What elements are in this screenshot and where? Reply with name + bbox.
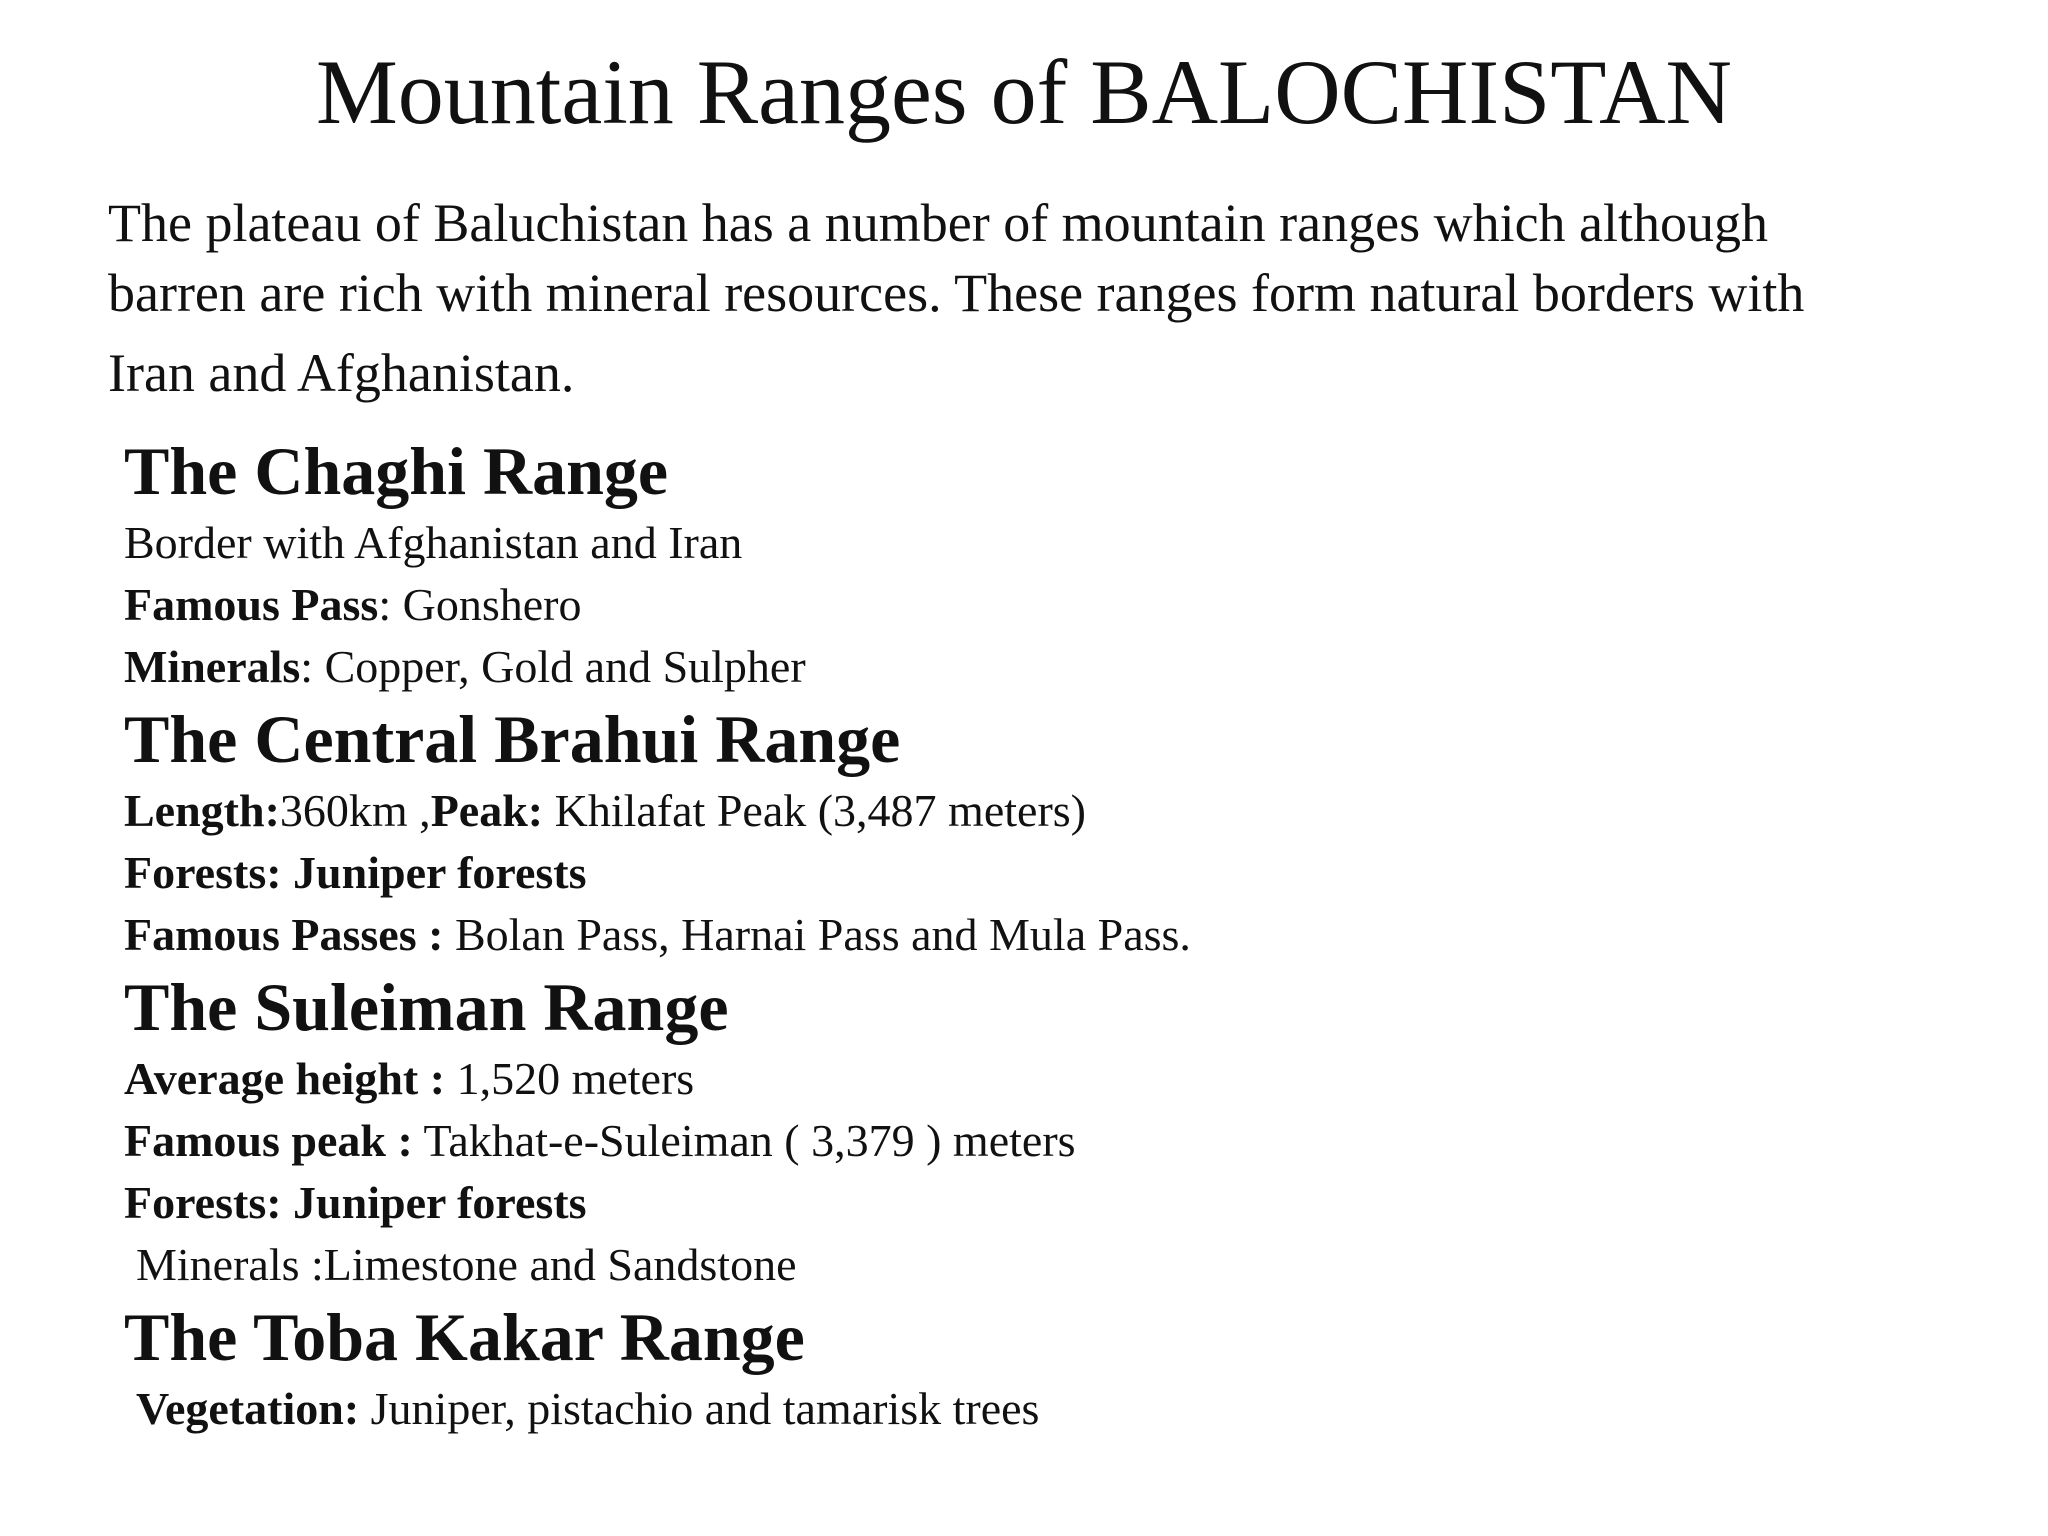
peak-value: Khilafat Peak (3,487 meters) xyxy=(543,785,1086,836)
peak-label: Peak: xyxy=(430,785,544,836)
range-chaghi xyxy=(124,430,2004,698)
pass-label: Famous Pass xyxy=(124,579,379,630)
height-value: 1,520 meters xyxy=(445,1053,695,1104)
peak-value: Takhat-e-Suleiman ( 3,379 ) meters xyxy=(412,1115,1076,1166)
range-pass xyxy=(124,574,2004,636)
intro-line: barren are rich with mineral resources. These ranges form natural borders with xyxy=(108,263,1805,323)
range-title: The Chaghi Range xyxy=(124,433,669,509)
range-passes xyxy=(124,904,2004,966)
range-title: The Suleiman Range xyxy=(124,969,729,1045)
range-title: The Central Brahui Range xyxy=(124,701,901,777)
intro-paragraph xyxy=(108,188,1988,408)
passes-value: Bolan Pass, Harnai Pass and Mula Pass. xyxy=(443,909,1191,960)
minerals-label: Minerals xyxy=(124,641,301,692)
range-minerals xyxy=(124,636,2004,698)
range-forests: Forests: Juniper forests xyxy=(124,847,587,898)
range-central-brahui xyxy=(124,698,2004,966)
length-label: Length: xyxy=(124,785,280,836)
range-length-peak xyxy=(124,780,2004,842)
intro-line: Iran and Afghanistan. xyxy=(108,343,575,403)
slide-title: Mountain Ranges of BALOCHISTAN xyxy=(316,41,1732,143)
range-peak xyxy=(124,1110,2004,1172)
ranges-list xyxy=(124,430,2004,1440)
intro-line: The plateau of Baluchistan has a number of mountain ranges which although xyxy=(108,193,1769,253)
range-border: Border with Afghanistan and Iran xyxy=(124,517,743,568)
vegetation-label: Vegetation: xyxy=(136,1383,360,1434)
range-title: The Toba Kakar Range xyxy=(124,1299,805,1375)
range-vegetation xyxy=(124,1378,2004,1440)
range-height xyxy=(124,1048,2004,1110)
range-toba-kakar xyxy=(124,1296,2004,1440)
height-label: Average height : xyxy=(124,1053,446,1104)
pass-value: : Gonshero xyxy=(378,579,582,630)
vegetation-value: Juniper, pistachio and tamarisk trees xyxy=(359,1383,1040,1434)
range-minerals: Minerals :Limestone and Sandstone xyxy=(136,1239,797,1290)
length-value: 360km , xyxy=(279,785,431,836)
peak-label: Famous peak : xyxy=(124,1115,413,1166)
passes-label: Famous Passes : xyxy=(124,909,444,960)
range-forests: Forests: Juniper forests xyxy=(124,1177,587,1228)
range-suleiman xyxy=(124,966,2004,1296)
minerals-value: : Copper, Gold and Sulpher xyxy=(300,641,806,692)
